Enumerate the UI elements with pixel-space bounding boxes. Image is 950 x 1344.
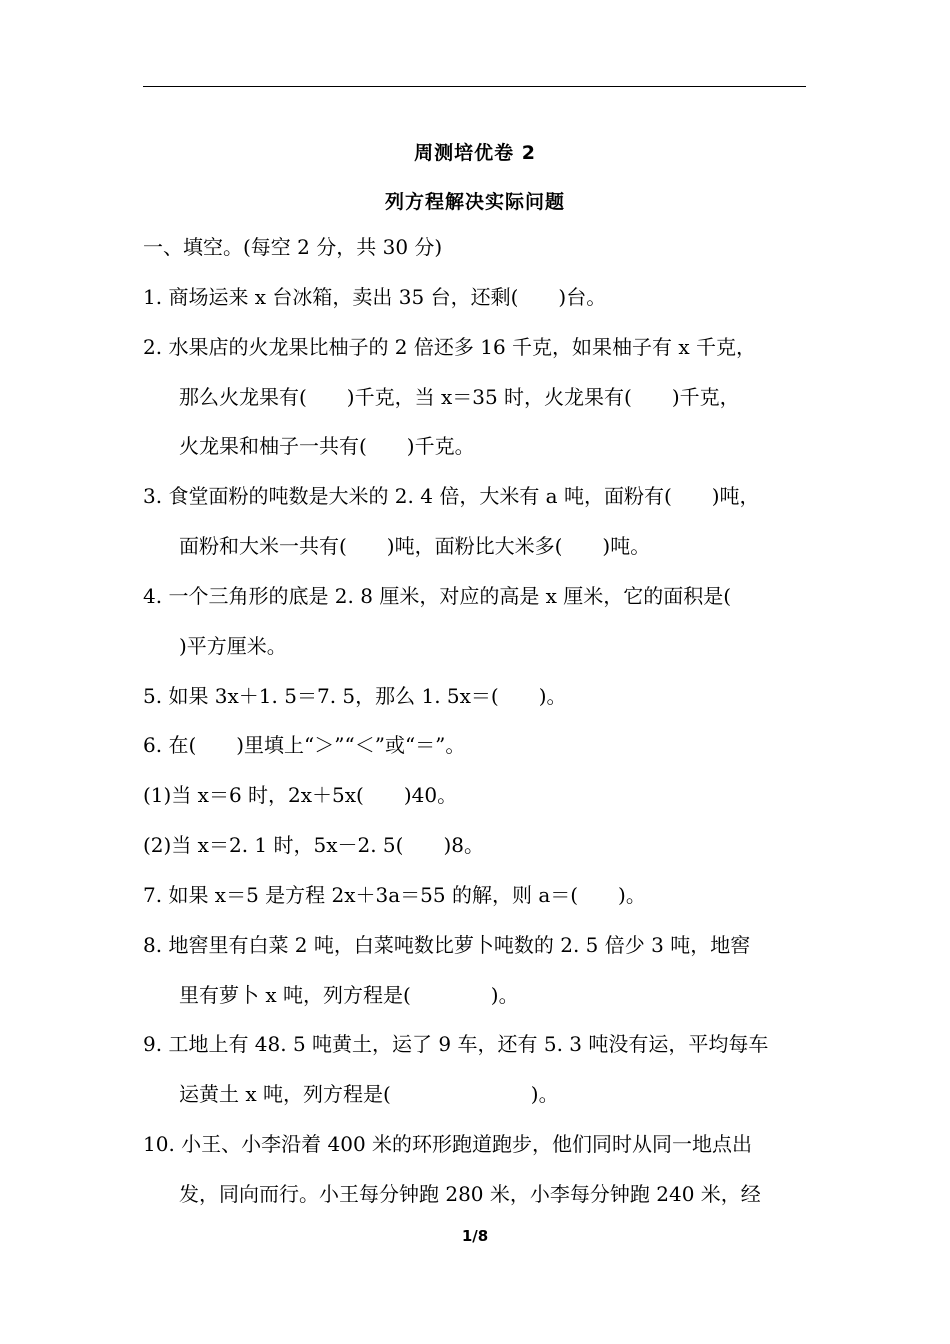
question-6: 6. 在( )里填上“＞”“＜”或“＝”。 (143, 733, 466, 757)
question-6-part-2: (2)当 x＝2. 1 时，5x－2. 5( )8。 (143, 833, 484, 857)
page-number: 1/8 (461, 1227, 489, 1245)
question-2-line-2: 那么火龙果有( )千克，当 x＝35 时，火龙果有( )千克， (179, 385, 740, 409)
question-8-line-2: 里有萝卜 x 吨，列方程是( )。 (179, 983, 519, 1007)
question-10-line-1: 10. 小王、小李沿着 400 米的环形跑道跑步，他们同时从同一地点出 (143, 1132, 753, 1156)
page-subtitle: 列方程解决实际问题 (384, 191, 565, 213)
question-8-line-1: 8. 地窖里有白菜 2 吨，白菜吨数比萝卜吨数的 2. 5 倍少 3 吨，地窖 (143, 933, 751, 957)
question-10-line-2: 发，同向而行。小王每分钟跑 280 米，小李每分钟跑 240 米，经 (179, 1182, 761, 1206)
question-7: 7. 如果 x＝5 是方程 2x＋3a＝55 的解，则 a＝( )。 (143, 883, 646, 907)
page-title: 周测培优卷 2 (414, 142, 536, 164)
question-5: 5. 如果 3x＋1. 5＝7. 5，那么 1. 5x＝( )。 (143, 684, 567, 708)
header-rule (143, 86, 806, 87)
question-2-line-1: 2. 水果店的火龙果比柚子的 2 倍还多 16 千克，如果柚子有 x 千克， (143, 335, 757, 359)
question-9-line-2: 运黄土 x 吨，列方程是( )。 (179, 1082, 559, 1106)
question-3-line-1: 3. 食堂面粉的吨数是大米的 2. 4 倍，大米有 a 吨，面粉有( )吨， (143, 484, 760, 508)
question-9-line-1: 9. 工地上有 48. 5 吨黄土，运了 9 车，还有 5. 3 吨没有运，平均每车 (143, 1032, 769, 1056)
question-4-line-2: )平方厘米。 (179, 634, 287, 658)
question-6-part-1: (1)当 x＝6 时，2x＋5x( )40。 (143, 783, 458, 807)
question-1: 1. 商场运来 x 台冰箱，卖出 35 台，还剩( )台。 (143, 285, 607, 309)
section-heading: 一、填空。(每空 2 分，共 30 分) (143, 235, 443, 259)
question-4-line-1: 4. 一个三角形的底是 2. 8 厘米，对应的高是 x 厘米，它的面积是( (143, 584, 732, 608)
question-3-line-2: 面粉和大米一共有( )吨，面粉比大米多( )吨。 (179, 534, 651, 558)
question-2-line-3: 火龙果和柚子一共有( )千克。 (179, 434, 475, 458)
